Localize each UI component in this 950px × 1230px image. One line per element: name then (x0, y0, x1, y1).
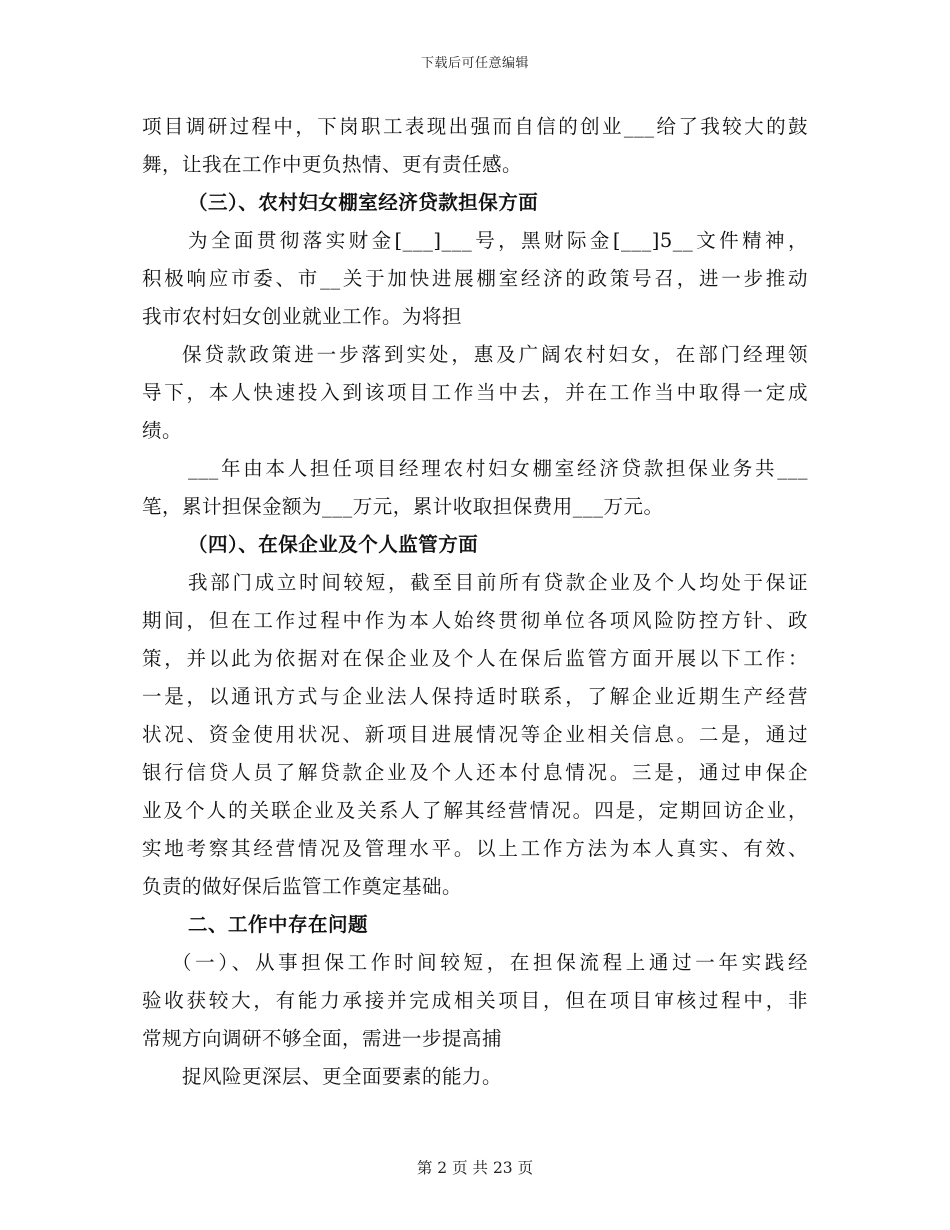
paragraph-line: 验收获较大，有能力承接并完成相关项目，但在项目审核过程中，非 (142, 989, 808, 1012)
paragraph-line: 负责的做好保后监管工作奠定基础。 (142, 875, 463, 898)
paragraph-line: 期间，但在工作过程中作为本人始终贯彻单位各项风险防控方针、政 (142, 609, 808, 632)
paragraph-line: 为全面贯彻落实财金[___]___号，黑财际金[___]5__文件精神， (188, 229, 808, 252)
paragraph-line: 捉风险更深层、更全面要素的能力。 (182, 1065, 503, 1088)
paragraph-line: 舞，让我在工作中更负热情、更有责任感。 (142, 153, 523, 176)
paragraph-line: 绩。 (142, 419, 183, 442)
section-heading: （三）、农村妇女棚室经济贷款担保方面 (188, 191, 539, 214)
document-body (142, 108, 808, 1096)
paragraph-line: 积极响应市委、市__关于加快进展棚室经济的政策号召，进一步推动 (142, 267, 808, 290)
paragraph-line: 业及个人的关联企业及关系人了解其经营情况。四是，定期回访企业， (142, 799, 808, 822)
paragraph-line: 常规方向调研不够全面，需进一步提高捕 (142, 1027, 503, 1050)
paragraph-line: 一是，以通讯方式与企业法人保持适时联系，了解企业近期生产经营 (142, 685, 808, 708)
paragraph-line: 实地考察其经营情况及管理水平。以上工作方法为本人真实、有效、 (142, 837, 808, 860)
paragraph-line: 项目调研过程中，下岗职工表现出强而自信的创业___给了我较大的鼓 (142, 115, 808, 138)
page-footer: 第 2 页 共 23 页 (416, 1159, 534, 1177)
paragraph-line: 笔，累计担保金额为___万元，累计收取担保费用___万元。 (142, 495, 664, 518)
paragraph-line: 状况、资金使用状况、新项目进展情况等企业相关信息。二是，通过 (142, 723, 808, 746)
paragraph-line: （一）、从事担保工作时间较短，在担保流程上通过一年实践经 (172, 951, 808, 974)
paragraph-line: ___年由本人担任项目经理农村妇女棚室经济贷款担保业务共___ (188, 457, 808, 480)
paragraph-line: 银行信贷人员了解贷款企业及个人还本付息情况。三是，通过申保企 (142, 761, 808, 784)
page-header: 下载后可任意编辑 (420, 56, 529, 71)
section-heading: （四）、在保企业及个人监管方面 (188, 533, 479, 556)
section-heading: 二、工作中存在问题 (188, 913, 369, 936)
paragraph-line: 我部门成立时间较短，截至目前所有贷款企业及个人均处于保证 (188, 571, 808, 594)
paragraph-line: 我市农村妇女创业就业工作。为将担 (142, 305, 463, 328)
paragraph-line: 策，并以此为依据对在保企业及个人在保后监管方面开展以下工作： (142, 647, 808, 670)
paragraph-line: 保贷款政策进一步落到实处，惠及广阔农村妇女，在部门经理领 (182, 343, 808, 366)
paragraph-line: 导下，本人快速投入到该项目工作当中去，并在工作当中取得一定成 (142, 381, 808, 404)
